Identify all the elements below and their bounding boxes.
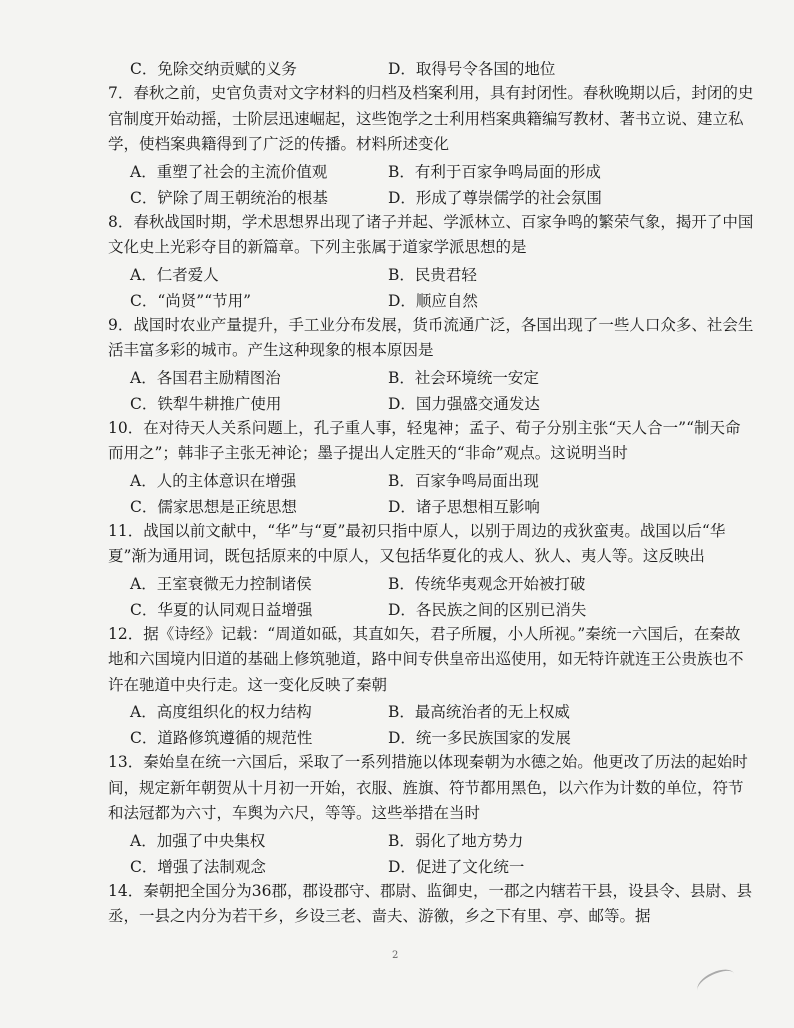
question-stem: 7．春秋之前，史官负责对文字材料的归档及档案利用，具有封闭性。春秋晚期以后，封闭的史官制度开始动摇，士阶层迅速崛起，这些饱学之士利用档案典籍编写教材、著书立说、建立私学，使档案典籍得到了广泛的传播。材料所述变化 (108, 84, 754, 153)
question-stem: 11．战国以前文献中，“华”与“夏”最初只指中原人，以别于周边的戎狄蛮夷。战国以后“华夏”渐为通用词，既包括原来的中原人，又包括华夏化的戎人、狄人、夷人等。这反映出 (108, 521, 726, 565)
answer-option: A．各国君主励精图治 (130, 368, 281, 387)
answer-option: D．各民族之间的区别已消失 (388, 600, 587, 619)
answer-option: D．取得号令各国的地位 (388, 60, 556, 78)
question-stem: 14．秦朝把全国分为36郡，郡设郡守、郡尉、监御史，一郡之内辖若干县，设县令、县尉、县丞，一县之内分为若干乡，乡设三老、啬夫、游徼，乡之下有里、亭、邮等。据 (108, 881, 752, 925)
question-block (108, 416, 754, 519)
question-list (108, 55, 754, 930)
option-row (108, 493, 754, 519)
answer-option: B．传统华夷观念开始被打破 (388, 574, 586, 593)
answer-option: B．有利于百家争鸣局面的形成 (388, 162, 601, 181)
answer-option: D．形成了尊崇儒学的社会氛围 (388, 188, 602, 207)
page-number: 2 (392, 950, 399, 961)
answer-option: C．铲除了周王朝统治的根基 (130, 188, 328, 207)
option-row (108, 390, 754, 416)
option-row (108, 853, 754, 879)
answer-option: D．国力强盛交通发达 (388, 394, 540, 413)
scan-artifact (694, 964, 739, 999)
question-stem: 12．据《诗经》记载：“周道如砥，其直如矢，君子所履，小人所视。”秦统一六国后，在秦故地和六国境内旧道的基础上修筑驰道，路中间专供皇帝出巡使用，如无特许就连王公贵族也不许在驰道中央行走。这一变化反映了秦朝 (108, 624, 744, 694)
question-block (108, 55, 754, 81)
answer-option: D．顺应自然 (388, 291, 478, 310)
answer-option: C．增强了法制观念 (130, 857, 266, 876)
answer-option: A．加强了中央集权 (130, 831, 266, 850)
question-block (108, 519, 754, 622)
answer-option: C．道路修筑遵循的规范性 (130, 729, 313, 747)
question-block (108, 81, 754, 210)
answer-option: C．华夏的认同观日益增强 (130, 600, 313, 619)
answer-option: A．高度组织化的权力结构 (130, 703, 312, 721)
option-row (108, 467, 754, 493)
answer-option: B．社会环境统一安定 (388, 368, 539, 387)
question-stem: 8．春秋战国时期，学术思想界出现了诸子并起、学派林立、百家争鸣的繁荣气象，揭开了中国文化史上光彩夺目的新篇章。下列主张属于道家学派思想的是 (108, 212, 754, 256)
answer-option: B．百家争鸣局面出现 (388, 471, 539, 490)
answer-option: A．人的主体意识在增强 (130, 471, 297, 490)
answer-option: D．促进了文化统一 (388, 857, 525, 876)
option-row (108, 158, 754, 184)
question-block (108, 313, 754, 416)
option-row (108, 698, 754, 724)
answer-option: C．免除交纳贡赋的义务 (130, 60, 297, 78)
answer-option: C．“尚贤”“节用” (130, 291, 252, 310)
answer-option: D．诸子思想相互影响 (388, 497, 540, 516)
option-row (108, 596, 754, 622)
question-block (108, 879, 754, 930)
answer-option: A．仁者爱人 (130, 265, 219, 284)
option-row (108, 55, 754, 81)
answer-option: C．铁犁牛耕推广使用 (130, 394, 282, 413)
answer-option: D．统一多民族国家的发展 (388, 729, 571, 747)
option-row (108, 724, 754, 750)
answer-option: B．最高统治者的无上权威 (388, 703, 570, 721)
question-block (108, 622, 754, 751)
option-row (108, 261, 754, 287)
option-row (108, 827, 754, 853)
option-row (108, 184, 754, 210)
answer-option: A．重塑了社会的主流价值观 (130, 162, 328, 181)
question-block (108, 210, 754, 313)
answer-option: B．弱化了地方势力 (388, 831, 524, 850)
answer-option: A．王室衰微无力控制诸侯 (130, 574, 312, 593)
question-stem: 10．在对待天人关系问题上，孔子重人事，轻鬼神；孟子、荀子分别主张“天人合一”“制天命而用之”；韩非子主张无神论；墨子提出人定胜天的“非命”观点。这说明当时 (108, 418, 741, 462)
question-block (108, 750, 754, 879)
option-row (108, 364, 754, 390)
option-row (108, 287, 754, 313)
answer-option: B．民贵君轻 (388, 265, 477, 284)
question-stem: 13．秦始皇在统一六国后，采取了一系列措施以体现秦朝为水德之始。他更改了历法的起始时间，规定新年朝贺从十月初一开始，衣服、旌旗、符节都用黑色，以六作为计数的单位，符节和法冠都为六寸，车舆为六尺，等等。这些举措在当时 (108, 753, 748, 822)
answer-option: C．儒家思想是正统思想 (130, 497, 297, 516)
question-stem: 9．战国时农业产量提升，手工业分布发展，货币流通广泛，各国出现了一些人口众多、社会生活丰富多彩的城市。产生这种现象的根本原因是 (108, 315, 754, 359)
option-row (108, 570, 754, 596)
